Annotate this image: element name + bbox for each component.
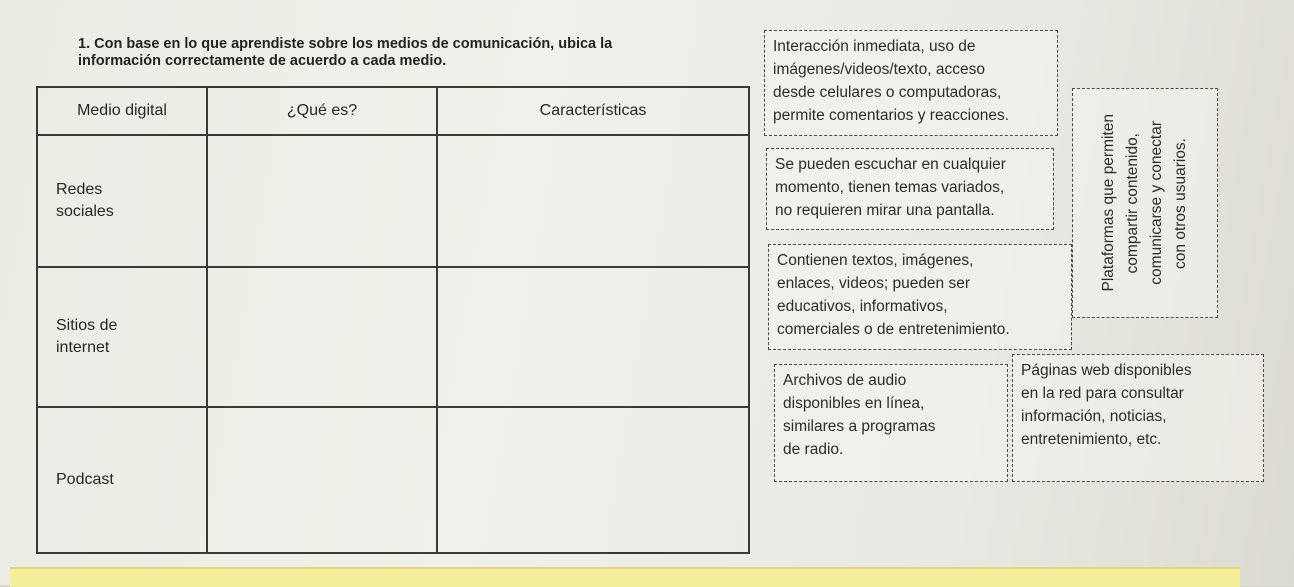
header-caracteristicas: Características — [437, 87, 749, 135]
medio-label-line: Podcast — [56, 471, 114, 488]
instruction-text — [78, 36, 718, 70]
medio-label-line: Sitios de — [56, 317, 118, 334]
card-line: permite comentarios y reacciones. — [773, 107, 1010, 124]
card-line: comerciales o de entretenimiento. — [777, 321, 1010, 338]
card-line: Contienen textos, imágenes, — [777, 252, 974, 269]
answer-cell-que-es[interactable] — [207, 267, 437, 407]
card-line: con otros usuarios. — [1172, 137, 1189, 269]
yellow-paper-edge — [10, 567, 1240, 587]
medio-redes-sociales — [37, 135, 207, 267]
card-line: similares a programas — [783, 418, 936, 435]
card-line: Interacción inmediata, uso de — [773, 38, 976, 55]
instruction-line-1: 1. Con base en lo que aprendiste sobre los medios de comunicación, ubica la — [78, 36, 613, 52]
header-medio-digital: Medio digital — [37, 87, 207, 135]
medio-podcast — [37, 407, 207, 553]
cutout-card-plataformas[interactable] — [1072, 88, 1218, 318]
cutout-card-archivos[interactable] — [774, 364, 1008, 482]
medio-label-line: internet — [56, 339, 110, 356]
table-row — [37, 135, 749, 267]
card-line: en la red para consultar — [1021, 385, 1184, 402]
card-line: momento, tienen temas variados, — [775, 179, 1005, 196]
cutout-card-contienen[interactable] — [768, 244, 1072, 350]
medio-label-line: Redes — [56, 181, 103, 198]
cutout-card-interaccion[interactable] — [764, 30, 1058, 136]
card-line: entretenimiento, etc. — [1021, 431, 1162, 448]
card-line: Plataformas que permiten — [1100, 114, 1117, 292]
card-line: disponibles en línea, — [783, 395, 925, 412]
answer-cell-que-es[interactable] — [207, 407, 437, 553]
instruction-line-2: información correctamente de acuerdo a cada medio. — [78, 53, 447, 69]
table-row — [37, 407, 749, 553]
medio-sitios-internet — [37, 267, 207, 407]
medio-label-line: sociales — [56, 203, 114, 220]
answer-cell-caracteristicas[interactable] — [437, 267, 749, 407]
answer-cell-que-es[interactable] — [207, 135, 437, 267]
classification-table — [36, 86, 750, 554]
card-line: Páginas web disponibles — [1021, 362, 1192, 379]
card-line: compartir contenido, — [1124, 132, 1141, 274]
card-line: comunicarse y conectar — [1148, 121, 1165, 285]
cutout-card-escuchar[interactable] — [766, 148, 1054, 230]
table-header-row — [37, 87, 749, 135]
table-row — [37, 267, 749, 407]
card-line: no requieren mirar una pantalla. — [775, 202, 995, 219]
answer-cell-caracteristicas[interactable] — [437, 135, 749, 267]
card-line: enlaces, videos; pueden ser — [777, 275, 971, 292]
card-line: Archivos de audio — [783, 372, 907, 389]
header-que-es: ¿Qué es? — [207, 87, 437, 135]
card-line: educativos, informativos, — [777, 298, 948, 315]
card-line: Se pueden escuchar en cualquier — [775, 156, 1006, 173]
card-line: desde celulares o computadoras, — [773, 84, 1002, 101]
card-line: imágenes/videos/texto, acceso — [773, 61, 985, 78]
card-line: de radio. — [783, 441, 844, 458]
answer-cell-caracteristicas[interactable] — [437, 407, 749, 553]
cutout-card-paginas[interactable] — [1012, 354, 1264, 482]
card-line: información, noticias, — [1021, 408, 1167, 425]
